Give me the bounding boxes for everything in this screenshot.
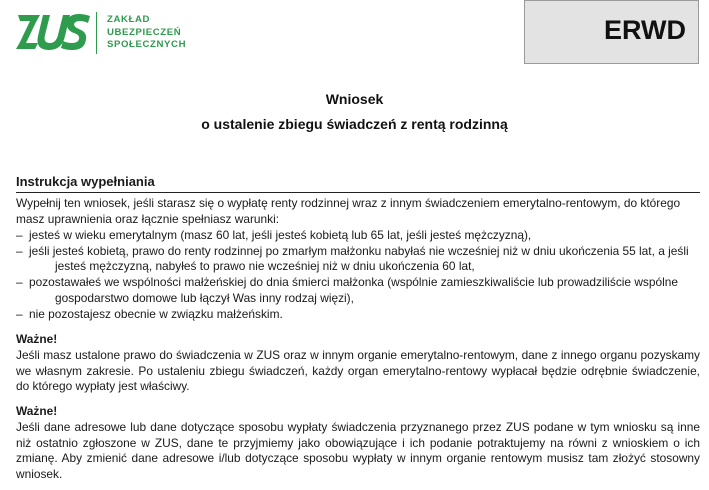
bullet-dash: – <box>16 306 23 321</box>
note-body: Jeśli masz ustalone prawo do świadczenia w ZUS oraz w innym organie emerytalno-rentowym, dane z innego organu pozyskamy we własnym zakresie. Po ustaleniu zbiegu świadczeń, każdy organ emerytalno-rentowy wypłacał będzie odrębnie świadczenie, do którego wypłaty jest właściwy. <box>16 348 700 394</box>
bullet-dash: – <box>16 243 23 258</box>
bullet-dash: – <box>16 228 23 242</box>
note-heading: Ważne! <box>16 404 58 418</box>
form-code-box <box>524 0 699 64</box>
logo-line-1: ZAKŁAD <box>107 14 151 25</box>
list-item <box>16 244 700 275</box>
list-item-text: pozostawałeś we wspólności małżeńskiej do dnia śmierci małżonka (wspólnie zamieszkiwaliście lub prowadziliście wspólne gospodarstwo domowe lub łączył Was inny rodzaj więzi), <box>29 275 678 305</box>
form-code: ERWD <box>603 15 686 45</box>
document-subtitle: o ustalenie zbiegu świadczeń z rentą rodzinną <box>201 116 508 132</box>
list-item <box>16 228 700 244</box>
list-item-text: jeśli jesteś kobietą, prawo do renty rodzinnej po zmarłym małżonku nabyłaś nie wcześniej niż w dniu ukończenia 55 lat, a jeśli jesteś mężczyzną, nabyłeś to prawo nie wcześniej niż w dniu ukończenia 60 lat, <box>29 243 689 274</box>
list-item-text: nie pozostajesz obecnie w związku małżeńskim. <box>29 306 283 321</box>
list-item <box>16 275 700 306</box>
note-body: Jeśli dane adresowe lub dane dotyczące sposobu wypłaty świadczenia przyznanego przez ZUS podane w tym wniosku są inne niż ostatnio zgłoszone w ZUS, dane te przyjmiemy jako obowiązujące i ich podanie potraktujemy na równi z wnioskiem o ich zmianę. Aby zmienić dane adresowe i/lub dotyczące sposobu wypłaty w innym organie rentowym musisz tam złożyć stosowny wniosek. <box>16 420 700 482</box>
note-heading: Ważne! <box>16 332 58 346</box>
bullet-dash: – <box>16 275 23 290</box>
logo-text <box>107 14 186 52</box>
conditions-list <box>16 228 700 322</box>
logo-separator <box>96 12 97 54</box>
list-item-text: jesteś w wieku emerytalnym (masz 60 lat, jeśli jesteś kobietą lub 65 lat, jeśli jesteś mężczyzną), <box>29 228 532 242</box>
instructions-intro: Wypełnij ten wniosek, jeśli starasz się o wypłatę renty rodzinnej wraz z innym świadczeniem emerytalno-rentowym, do którego masz uprawnienia oraz łącznie spełniasz warunki: <box>16 196 681 226</box>
logo-line-2: UBEZPIECZEŃ <box>107 26 182 38</box>
zus-logo-mark-icon <box>16 12 90 52</box>
document-title: Wniosek <box>325 91 384 107</box>
list-item <box>16 307 700 323</box>
logo-line-3: SPOŁECZNYCH <box>107 39 187 50</box>
instructions-heading: Instrukcja wypełniania <box>16 174 700 193</box>
zus-logo <box>16 10 216 56</box>
